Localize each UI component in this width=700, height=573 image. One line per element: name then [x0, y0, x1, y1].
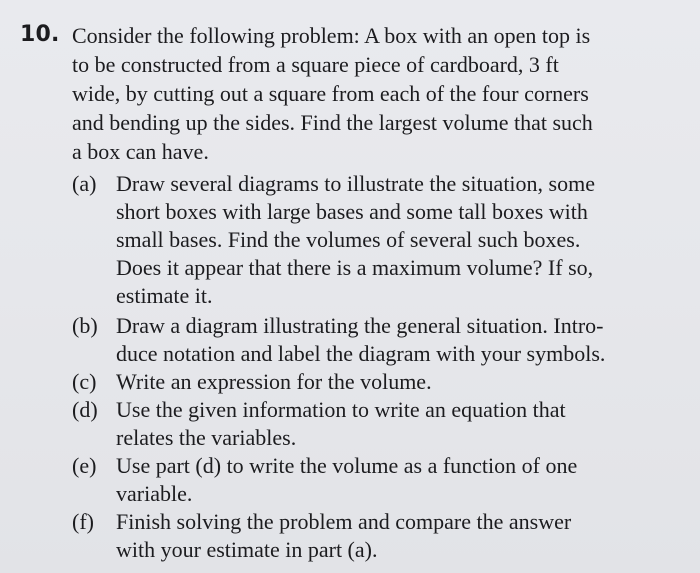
part-line: Draw a diagram illustrating the general situation. Intro-: [116, 313, 604, 338]
part-line: Use the given information to write an equation that: [116, 397, 566, 422]
part-line: Write an expression for the volume.: [116, 369, 432, 394]
part-text: [116, 368, 636, 396]
part-text: [116, 508, 636, 564]
part-line: Use part (d) to write the volume as a function of one: [116, 453, 578, 478]
part-label: (d): [72, 397, 98, 422]
problem-number: 10.: [20, 22, 60, 47]
part-text: [116, 452, 636, 508]
part-line: estimate it.: [116, 283, 213, 308]
part-line: short boxes with large bases and some tall boxes with: [116, 199, 588, 224]
part-text: [116, 312, 636, 368]
part-line: small bases. Find the volumes of several such boxes.: [116, 227, 581, 252]
part-line: with your estimate in part (a).: [116, 537, 378, 562]
part-label: (a): [72, 171, 97, 196]
statement-line: a box can have.: [72, 139, 209, 164]
part-line: Does it appear that there is a maximum volume? If so,: [116, 255, 594, 280]
problem-statement: [72, 21, 632, 166]
statement-line: Consider the following problem: A box with an open top is: [72, 23, 591, 48]
part-line: Finish solving the problem and compare the answer: [116, 509, 572, 534]
part-line: relates the variables.: [116, 425, 297, 450]
part-line: variable.: [116, 481, 193, 506]
part-text: [116, 396, 636, 452]
part-label: (c): [72, 369, 97, 394]
statement-line: wide, by cutting out a square from each of the four corners: [72, 81, 589, 106]
statement-line: and bending up the sides. Find the largest volume that such: [72, 110, 593, 135]
part-text: [116, 170, 636, 310]
statement-line: to be constructed from a square piece of cardboard, 3 ft: [72, 52, 559, 77]
part-line: duce notation and label the diagram with your symbols.: [116, 341, 606, 366]
part-line: Draw several diagrams to illustrate the situation, some: [116, 171, 595, 196]
part-label: (f): [72, 509, 94, 534]
part-label: (b): [72, 313, 98, 338]
part-label: (e): [72, 453, 97, 478]
